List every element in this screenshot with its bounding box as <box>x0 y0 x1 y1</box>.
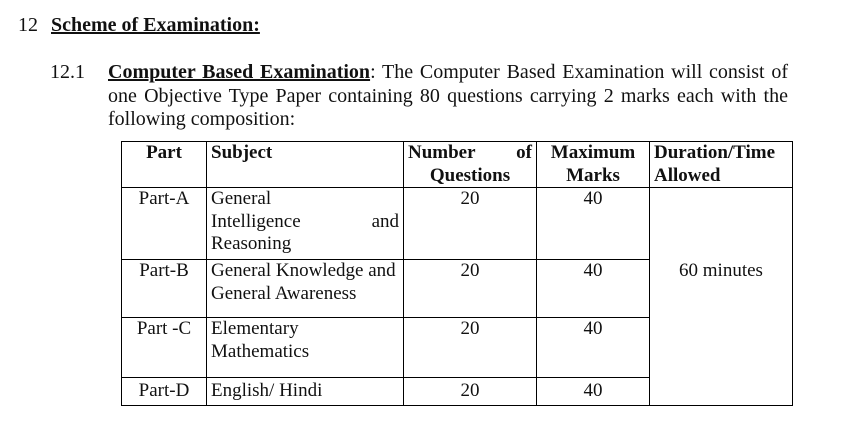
exam-composition-table <box>121 141 793 406</box>
subsection-number: 12.1 <box>50 61 85 83</box>
row-part-b-questions: 20 <box>404 260 537 318</box>
row-part-a-subject <box>207 188 404 260</box>
row-part-d-questions: 20 <box>404 378 537 406</box>
row-part-d-marks: 40 <box>537 378 650 406</box>
row-part-a-label: Part-A <box>122 188 207 260</box>
row-part-c-subject <box>207 318 404 378</box>
row-part-a-marks: 40 <box>537 188 650 260</box>
subject-word: and <box>371 210 399 232</box>
row-part-d-subject: English/ Hindi <box>207 378 404 406</box>
subject-line: General Awareness <box>211 282 357 304</box>
subsection-text: : The Computer Based Examination will consist of one Objective Type Paper containing 80 questions carrying 2 marks each with the following composition: <box>108 61 789 130</box>
header-maximum-marks <box>537 142 650 188</box>
header-part: Part <box>122 142 207 188</box>
header-number-of-questions <box>404 142 537 188</box>
section-number: 12 <box>18 14 38 36</box>
header-of-word: of <box>516 142 532 163</box>
header-marks-word: Marks <box>566 164 620 186</box>
header-subject: Subject <box>207 142 404 188</box>
row-part-c-label: Part -C <box>122 318 207 378</box>
row-part-b-label: Part-B <box>122 260 207 318</box>
subject-line: General Knowledge and <box>211 260 396 281</box>
subsection-lead: Computer Based Examination <box>108 61 371 83</box>
subject-word: Intelligence <box>211 210 301 232</box>
duration-cell: 60 minutes <box>650 188 793 406</box>
header-maximum-word: Maximum <box>550 142 636 163</box>
table-row <box>122 188 793 260</box>
subject-line: Reasoning <box>211 233 292 254</box>
header-number-word: Number <box>408 142 476 163</box>
section-heading <box>18 14 260 37</box>
subject-line: General <box>211 188 272 209</box>
header-questions-word: Questions <box>429 164 511 186</box>
row-part-c-questions: 20 <box>404 318 537 378</box>
row-part-c-marks: 40 <box>537 318 650 378</box>
row-part-d-label: Part-D <box>122 378 207 406</box>
section-title: Scheme of Examination: <box>51 14 260 36</box>
subject-line <box>211 211 399 234</box>
row-part-b-marks: 40 <box>537 260 650 318</box>
subject-line: Mathematics <box>211 340 310 362</box>
subject-line: Elementary <box>211 318 299 339</box>
header-duration-word: Duration/Time <box>654 142 776 163</box>
header-allowed-word: Allowed <box>654 164 721 186</box>
header-duration <box>650 142 793 188</box>
row-part-b-subject <box>207 260 404 318</box>
subsection-paragraph <box>108 61 788 132</box>
row-part-a-questions: 20 <box>404 188 537 260</box>
table-header-row <box>122 142 793 188</box>
